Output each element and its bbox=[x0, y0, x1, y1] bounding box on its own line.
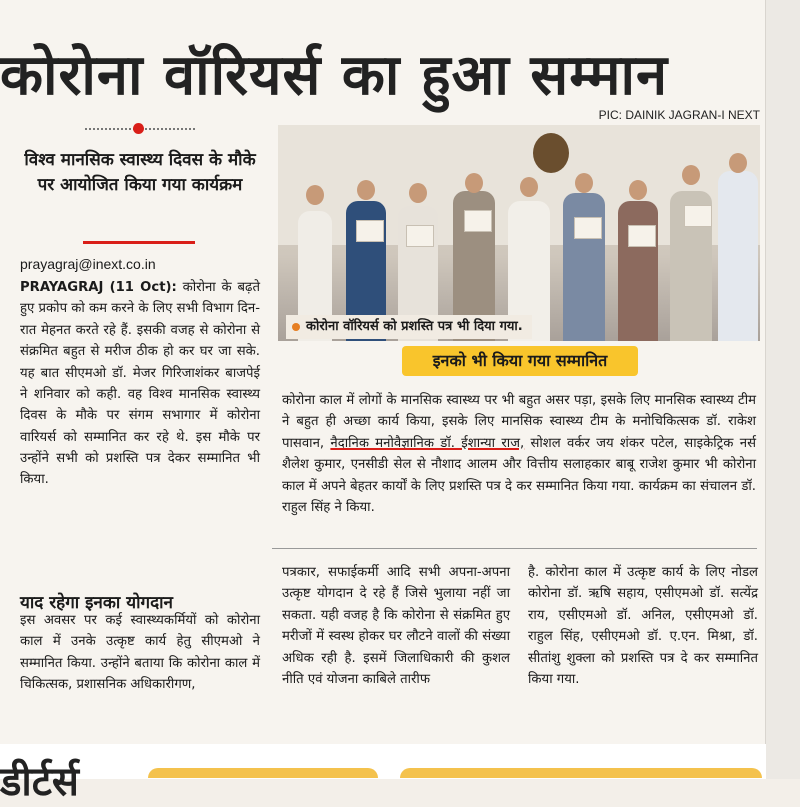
next-headline-fragment: डीर्टर्स bbox=[0, 759, 79, 805]
photo-certificate bbox=[574, 217, 602, 239]
photo-person-head bbox=[306, 185, 324, 205]
column-2-text-a: कोरोना काल में लोगों के मानसिक स्वास्थ्य पर भी बहुत असर पड़ा, इसके लिए मानसिक स्वास्थ्य टीम ने बहुत ही अच्छा कार्य किया, इसके लिए मानसिक स्वास्थ्य टीम के मनोचिकित्सक डॉ. राकेश पासवान, bbox=[282, 393, 756, 451]
article-column-1 bbox=[20, 277, 260, 491]
red-dot-ornament bbox=[133, 123, 144, 134]
photo-person bbox=[618, 201, 658, 341]
photo-caption-text: कोरोना वॉरियर्स को प्रशस्ति पत्र भी दिया गया. bbox=[306, 319, 523, 334]
dateline: PRAYAGRAJ (11 Oct): bbox=[20, 280, 177, 295]
column-2-text-b: सोशल वर्कर जय शंकर पटेल, साइकेट्रिक नर्स शैलेश कुमार, एनसीडी सेल से नौशाद आलम और वित्तीय सलाहकार बाबू राजेश कुमार भी कोरोना काल में अपने बेहतर कार्यों के लिए प्रशस्ति पत्र दे कर सम्मानित किया गया. कार्यक्रम का संचालन डॉ. राहुल सिंह ने किया. bbox=[282, 435, 756, 515]
photo-person-head bbox=[409, 183, 427, 203]
photo-person-head bbox=[357, 180, 375, 200]
subheading-rule bbox=[83, 241, 195, 244]
photo-person-head bbox=[629, 180, 647, 200]
photo-certificate bbox=[406, 225, 434, 247]
article-column-3: पत्रकार, सफाईकर्मी आदि सभी अपना-अपना उत्कृष्ट योगदान दे रहे हैं जिसे भुलाया नहीं जा सकता. यही वजह है कि कोरोना से संक्रमित हुए मरीजों में स्वस्थ होकर घर लौटने वालों की संख्या अधिक रही है. इसमें जिलाधिकारी की कुशल नीति एवं योजना काबिले तारीफ bbox=[282, 565, 510, 687]
reporter-email: prayagraj@inext.co.in bbox=[20, 256, 156, 272]
emblem-icon bbox=[533, 133, 569, 173]
photo-certificate bbox=[356, 220, 384, 242]
photo-person-head bbox=[682, 165, 700, 185]
photo-certificate bbox=[684, 205, 712, 227]
photo-person-head bbox=[520, 177, 538, 197]
photo-person-head bbox=[575, 173, 593, 193]
photo-person-head bbox=[465, 173, 483, 193]
photo-person bbox=[718, 171, 758, 341]
photo-certificate bbox=[464, 210, 492, 232]
photo-person-head bbox=[729, 153, 747, 173]
yellow-tab-left bbox=[148, 768, 378, 778]
article-column-1b: इस अवसर पर कई स्वास्थ्यकर्मियों को कोरोना काल में उनके उत्कृष्ट कार्य हेतु सीएमओ ने सम्मानित किया. उन्होंने बताया कि कोरोना काल में चिकित्सक, प्रशासनिक अधिकारीगण, bbox=[20, 613, 260, 693]
pic-credit: PIC: DAINIK JAGRAN-I NEXT bbox=[598, 108, 760, 122]
photo-caption bbox=[286, 315, 532, 339]
headline: कोरोना वॉरियर्स का हुआ सम्मान bbox=[0, 43, 669, 108]
section-title: याद रहेगा इनका योगदान bbox=[20, 593, 173, 613]
article-column-2 bbox=[282, 390, 756, 518]
column-divider bbox=[272, 548, 757, 549]
column-2-underlined-text: नैदानिक मनोवैज्ञानिक डॉ. ईशान्या राज, bbox=[330, 435, 525, 451]
column-1-text: कोरोना के बढ़ते हुए प्रकोप को कम करने के लिए सभी विभाग दिन-रात मेहनत करते रहे हैं. इसकी वजह से कोरोना से संक्रमित बहुत से मरीज ठीक हो कर घर जा सके. यह बात सीएमओ डॉ. मेजर गिरिजाशंकर बाजपेई ने शनिवार को कही. वह विश्व मानसिक स्वास्थ्य दिवस के मौके पर संगम सभागार में कोरोना वारियर्स को सम्मानित कर रहे थे. इस मौके पर उन्होंने सभी को प्रशस्ति पत्र देकर सम्मानित भी किया. bbox=[20, 280, 260, 488]
photo-person bbox=[563, 193, 605, 341]
photo-certificate bbox=[628, 225, 656, 247]
page-edge bbox=[765, 0, 800, 779]
yellow-tab-right bbox=[400, 768, 762, 778]
article-column-4: है. कोरोना काल में उत्कृष्ट कार्य के लिए नोडल कोरोना डॉ. ऋषि सहाय, एसीएमओ डॉ. सत्येंद्र राय, एसीएमओ डॉ. अनिल, एसीएमओ डॉ. राहुल सिंह, एसीएमओ डॉ. ए.एन. मिश्रा, डॉ. सीतांशु शुक्ला को प्रशस्ति पत्र दे कर सम्मानित किया गया. bbox=[528, 565, 758, 687]
next-article-strip bbox=[0, 744, 766, 805]
subheading: विश्व मानसिक स्वास्थ्य दिवस के मौके पर आयोजित किया गया कार्यक्रम bbox=[24, 150, 256, 195]
event-photo bbox=[278, 125, 760, 341]
honoured-badge: इनको भी किया गया सम्मानित bbox=[402, 346, 638, 376]
caption-bullet-icon bbox=[292, 323, 300, 331]
